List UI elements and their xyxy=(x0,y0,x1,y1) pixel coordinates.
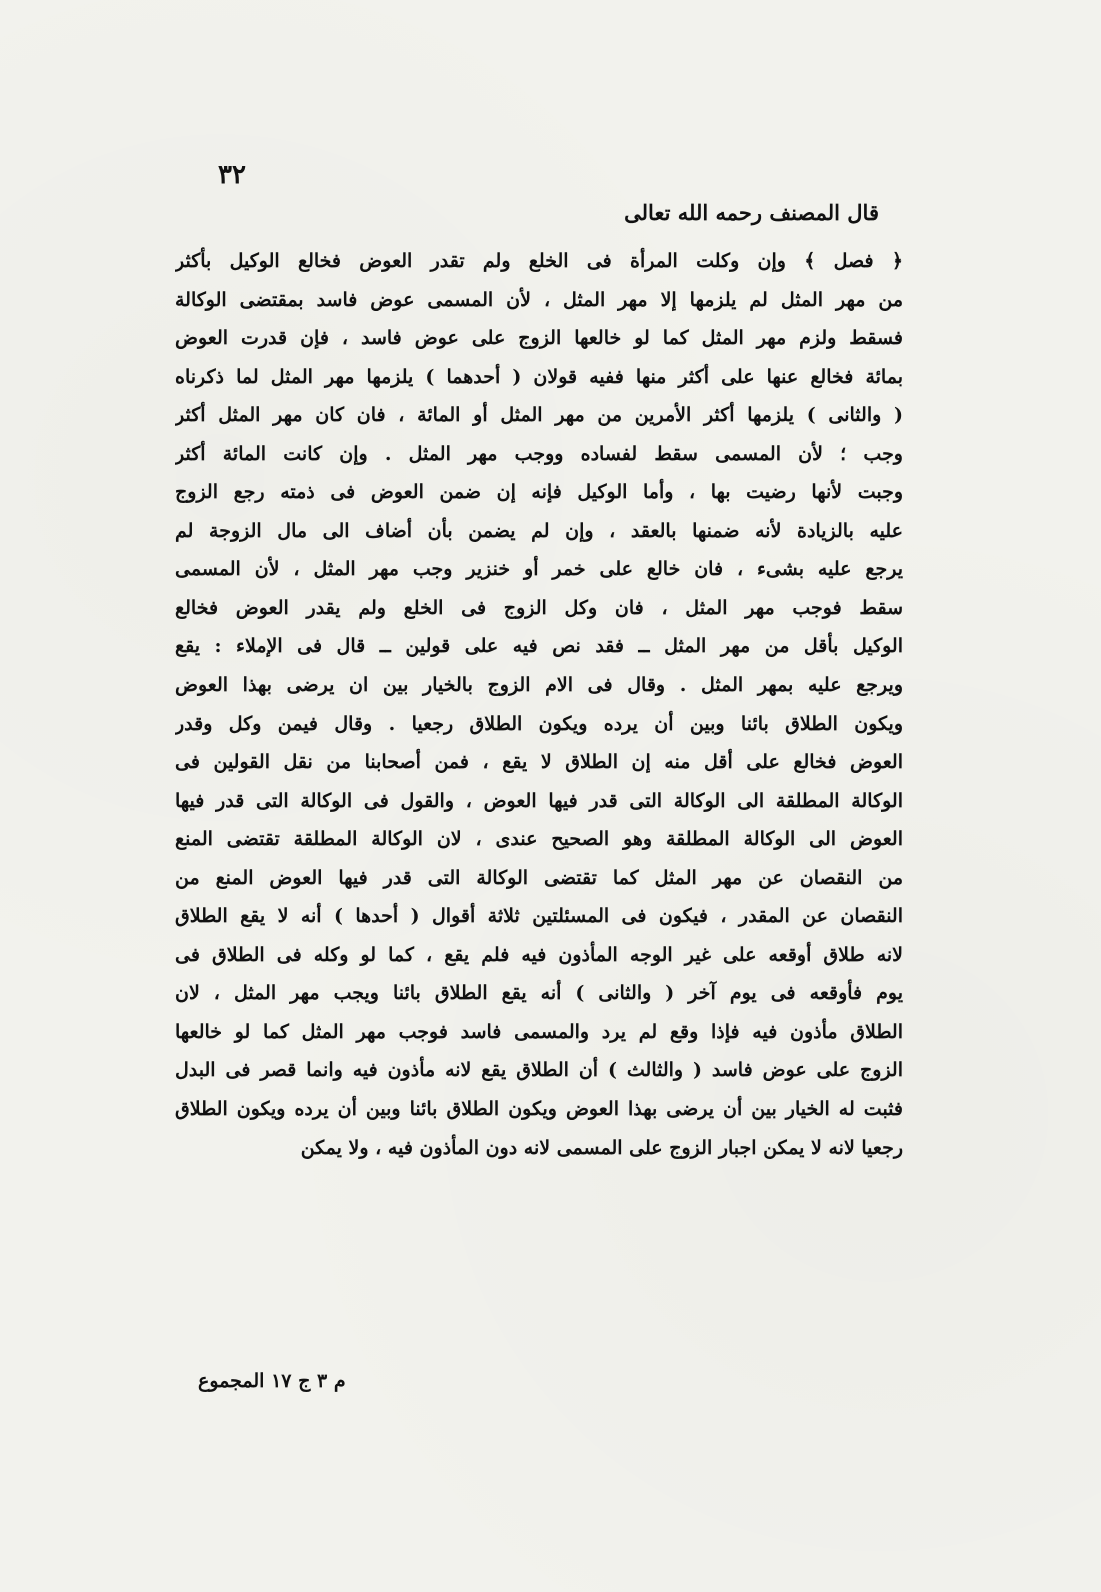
text-line: بمائة فخالع عنها على أكثر منها ففيه قولان ( أحدهما ) يلزمها مهر المثل لما ذكرناه xyxy=(175,365,903,388)
text-line: الوكيل بأقل من مهر المثل ــ فقد نص فيه على قولين ــ قال فى الإملاء : يقع xyxy=(175,635,903,658)
text-line: لانه طلاق أوقعه على غير الوجه المأذون فيه فلم يقع ، كما لو وكله فى الطلاق فى xyxy=(175,943,903,966)
text-line: الزوج على عوض فاسد ( والثالث ) أن الطلاق يقع لانه مأذون فيه وانما قصر فى البدل xyxy=(175,1059,903,1082)
text-line: يوم فأوقعه فى يوم آخر ( والثانى ) أنه يقع الطلاق بائنا ويجب مهر المثل ، لان xyxy=(175,982,903,1005)
section-heading: قال المصنف رحمه الله تعالى xyxy=(624,200,879,225)
text-line: وجب ؛ لأن المسمى سقط لفساده ووجب مهر المثل . وإن كانت المائة أكثر xyxy=(175,442,903,465)
text-line: سقط فوجب مهر المثل ، فان وكل الزوج فى الخلع ولم يقدر العوض فخالع xyxy=(175,596,903,619)
text-line: النقصان عن المقدر ، فيكون فى المسئلتين ثلاثة أقوال ( أحدها ) أنه لا يقع الطلاق xyxy=(175,905,903,928)
text-line: ويكون الطلاق بائنا وبين أن يرده ويكون الطلاق رجعيا . وقال فيمن وكل وقدر xyxy=(175,712,903,735)
text-line: ويرجع عليه بمهر المثل . وقال فى الام الزوج بالخيار بين ان يرضى بهذا العوض xyxy=(175,674,903,697)
text-line: الوكالة المطلقة الى الوكالة التى قدر فيها العوض ، والقول فى الوكالة التى قدر فيها xyxy=(175,789,903,812)
text-line: رجعيا لانه لا يمكن اجبار الزوج على المسمى لانه دون المأذون فيه ، ولا يمكن xyxy=(300,1136,903,1159)
text-line: فثبت له الخيار بين أن يرضى بهذا العوض ويكون الطلاق بائنا وبين أن يرده ويكون الطلاق xyxy=(175,1098,903,1121)
body-text xyxy=(175,242,903,1167)
text-line: العوض فخالع على أقل منه إن الطلاق لا يقع ، فمن أصحابنا من نقل القولين فى xyxy=(175,751,903,774)
text-line: من النقصان عن مهر المثل كما تقتضى الوكالة التى قدر فيها العوض المنع من xyxy=(175,866,903,889)
text-line: ﴿ فصل ﴾ وإن وكلت المرأة فى الخلع ولم تقدر العوض فخالع الوكيل بأكثر xyxy=(175,250,903,272)
text-line: وجبت لأنها رضيت بها ، وأما الوكيل فإنه إن ضمن العوض فى ذمته رجع الزوج xyxy=(175,481,903,504)
text-line: الطلاق مأذون فيه فإذا وقع لم يرد والمسمى فاسد فوجب مهر المثل كما لو خالعها xyxy=(175,1020,903,1043)
page-footer: م ٣ ج ١٧ المجموع xyxy=(198,1370,346,1392)
text-line: عليه بالزيادة لأنه ضمنها بالعقد ، وإن لم يضمن بأن أضاف الى مال الزوجة لم xyxy=(175,519,903,542)
text-line: ( والثانى ) يلزمها أكثر الأمرين من مهر المثل أو المائة ، فان كان مهر المثل أكثر xyxy=(175,404,903,427)
text-line: من مهر المثل لم يلزمها إلا مهر المثل ، لأن المسمى عوض فاسد بمقتضى الوكالة xyxy=(175,288,903,311)
text-line: فسقط ولزم مهر المثل كما لو خالعها الزوج على عوض فاسد ، فإن قدرت العوض xyxy=(175,327,903,350)
text-line: العوض الى الوكالة المطلقة وهو الصحيح عندى ، لان الوكالة المطلقة تقتضى المنع xyxy=(175,828,903,851)
page-number: ٣٢ xyxy=(218,160,246,190)
text-line: يرجع عليه بشىء ، فان خالع على خمر أو خنزير وجب مهر المثل ، لأن المسمى xyxy=(175,558,903,581)
